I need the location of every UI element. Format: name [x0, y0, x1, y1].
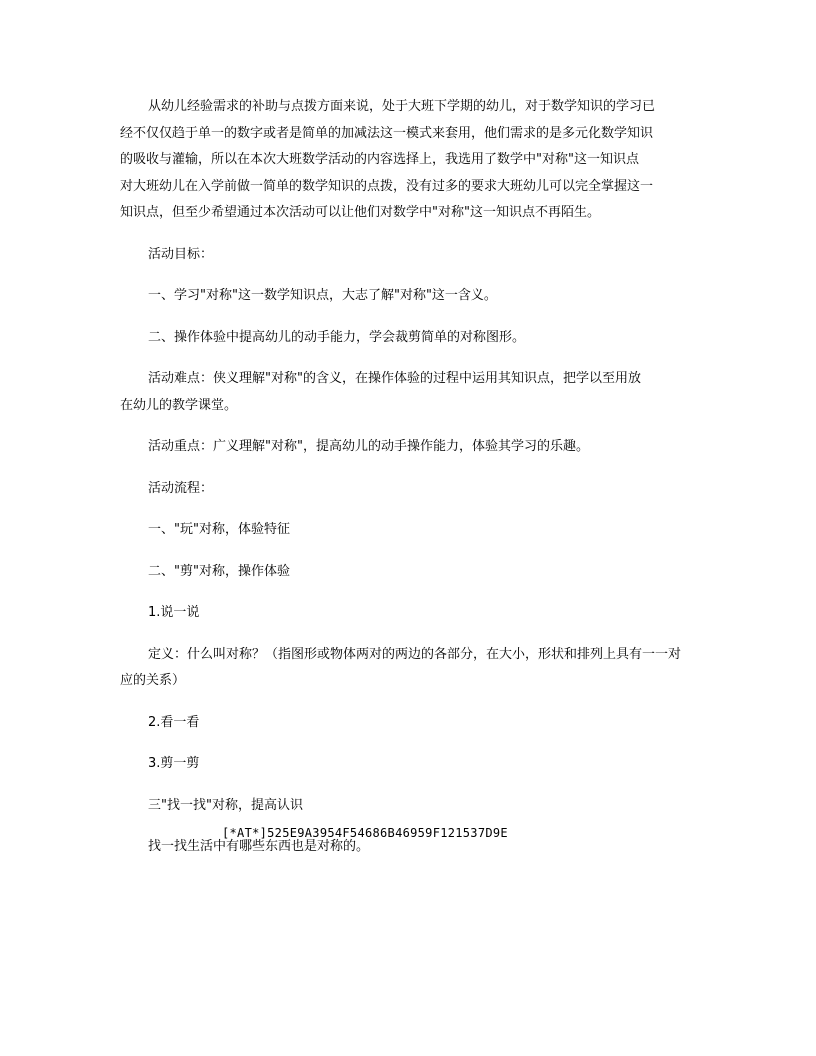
- sub-step-1: 1.说一说: [148, 605, 200, 620]
- intro-paragraph-line-3: 的吸收与灌输，所以在本次大班数学活动的内容选择上，我选用了数学中"对称"这一知识点: [120, 152, 639, 167]
- difficulty-line-2: 在幼儿的教学课堂。: [120, 397, 238, 413]
- key-point: 活动重点：广义理解"对称"，提高幼儿的动手操作能力，体验其学习的乐趣。: [148, 439, 589, 454]
- difficulty-line-1: 活动难点：侠义理解"对称"的含义，在操作体验的过程中运用其知识点，把学以至用放: [148, 371, 641, 386]
- document-marker-code: [*AT*]525E9A3954F54686B46959F121537D9E: [222, 826, 508, 840]
- document-body: [120, 94, 696, 861]
- process-step-1: 一、"玩"对称，体验特征: [148, 522, 290, 537]
- sub-step-2: 2.看一看: [148, 714, 200, 730]
- intro-paragraph-line-4: 对大班幼儿在入学前做一简单的数学知识的点拨，没有过多的要求大班幼儿可以完全掌握这一: [120, 178, 654, 194]
- intro-paragraph-line-5: 知识点，但至少希望通过本次活动可以让他们对数学中"对称"这一知识点不再陌生。: [120, 205, 600, 220]
- goals-heading: 活动目标：: [148, 246, 214, 262]
- definition-line-1: 定义：什么叫对称？（指图形或物体两对的两边的各部分，在大小，形状和排列上具有一一对: [148, 646, 682, 662]
- definition-line-2: 应的关系）: [120, 673, 186, 688]
- process-step-2: 二、"剪"对称，操作体验: [148, 563, 290, 579]
- goal-item-2: 二、操作体验中提高幼儿的动手能力，学会裁剪简单的对称图形。: [148, 329, 526, 345]
- process-heading: 活动流程：: [148, 480, 214, 496]
- goal-item-1: 一、学习"对称"这一数学知识点，大志了解"对称"这一含义。: [148, 288, 497, 303]
- process-step-3-text: 找一找生活中有哪些东西也是对称的。: [148, 839, 370, 854]
- intro-paragraph-line-2: 经不仅仅趋于单一的数字或者是简单的加减法这一模式来套用，他们需求的是多元化数学知识: [120, 125, 654, 141]
- process-step-3: 三"找一找"对称，提高认识: [148, 797, 303, 813]
- intro-paragraph-line-1: 从幼儿经验需求的补助与点拨方面来说，处于大班下学期的幼儿，对于数学知识的学习已: [148, 99, 656, 114]
- sub-step-3: 3.剪一剪: [148, 756, 200, 771]
